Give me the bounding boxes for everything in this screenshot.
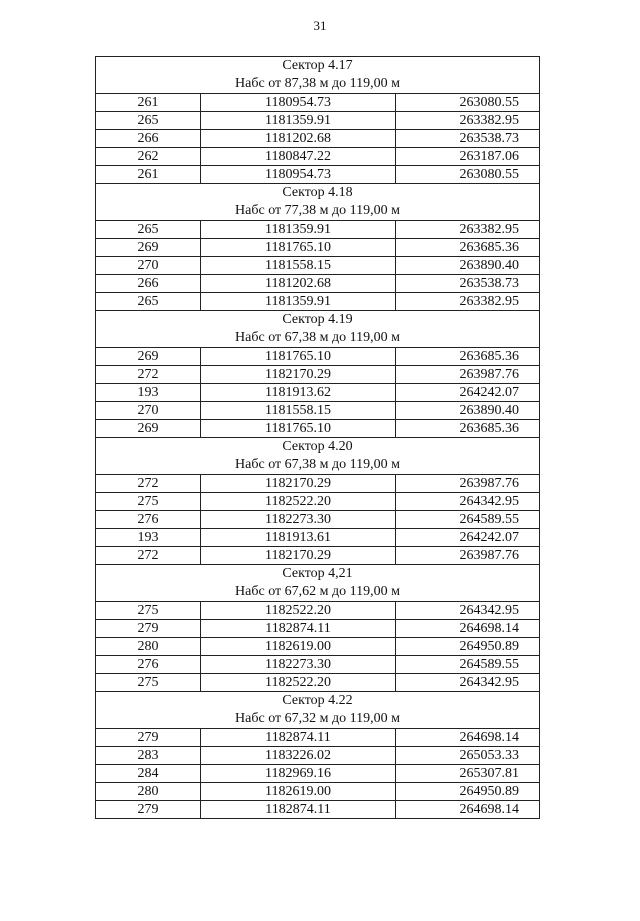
table-row xyxy=(96,765,540,783)
table-row xyxy=(96,620,540,638)
coord-y: 264950.89 xyxy=(396,638,540,656)
coord-y: 264242.07 xyxy=(396,384,540,402)
point-number: 279 xyxy=(96,729,201,747)
point-number: 280 xyxy=(96,783,201,801)
coord-y: 263685.36 xyxy=(396,239,540,257)
sector-title: Сектор 4.22 xyxy=(96,692,540,711)
coord-y: 263987.76 xyxy=(396,547,540,565)
point-number: 284 xyxy=(96,765,201,783)
coord-y: 264950.89 xyxy=(396,783,540,801)
point-number: 276 xyxy=(96,656,201,674)
coord-y: 263685.36 xyxy=(396,348,540,366)
sector-title: Сектор 4.17 xyxy=(96,57,540,76)
coord-y: 263890.40 xyxy=(396,257,540,275)
point-number: 262 xyxy=(96,148,201,166)
table-row xyxy=(96,293,540,311)
sector-height-range: Набс от 67,32 м до 119,00 м xyxy=(96,710,540,729)
table-row xyxy=(96,112,540,130)
sector-height-row xyxy=(96,202,540,221)
point-number: 193 xyxy=(96,384,201,402)
coord-y: 264698.14 xyxy=(396,620,540,638)
coord-x: 1181202.68 xyxy=(201,130,396,148)
coord-y: 263987.76 xyxy=(396,366,540,384)
coord-x: 1182170.29 xyxy=(201,547,396,565)
sector-height-row xyxy=(96,456,540,475)
coord-y: 263187.06 xyxy=(396,148,540,166)
point-number: 275 xyxy=(96,602,201,620)
coord-y: 264242.07 xyxy=(396,529,540,547)
coord-x: 1182273.30 xyxy=(201,511,396,529)
coord-x: 1180954.73 xyxy=(201,94,396,112)
table-row xyxy=(96,638,540,656)
coordinates-table xyxy=(95,56,540,819)
coord-x: 1181359.91 xyxy=(201,112,396,130)
coord-x: 1182619.00 xyxy=(201,783,396,801)
coord-x: 1182522.20 xyxy=(201,674,396,692)
coord-x: 1180954.73 xyxy=(201,166,396,184)
coord-y: 264589.55 xyxy=(396,511,540,529)
coord-y: 265053.33 xyxy=(396,747,540,765)
sector-height-range: Набс от 67,38 м до 119,00 м xyxy=(96,456,540,475)
coord-x: 1182969.16 xyxy=(201,765,396,783)
table-row xyxy=(96,420,540,438)
point-number: 272 xyxy=(96,475,201,493)
table-row xyxy=(96,130,540,148)
sector-title: Сектор 4.18 xyxy=(96,184,540,203)
sector-height-row xyxy=(96,329,540,348)
point-number: 272 xyxy=(96,366,201,384)
table-row xyxy=(96,239,540,257)
table-row xyxy=(96,493,540,511)
sector-title-row xyxy=(96,565,540,584)
table-row xyxy=(96,166,540,184)
coord-x: 1182874.11 xyxy=(201,620,396,638)
coord-x: 1182619.00 xyxy=(201,638,396,656)
coord-y: 264589.55 xyxy=(396,656,540,674)
point-number: 261 xyxy=(96,94,201,112)
coord-y: 263382.95 xyxy=(396,221,540,239)
page-number: 31 xyxy=(313,18,327,33)
table-row xyxy=(96,602,540,620)
coord-x: 1181765.10 xyxy=(201,348,396,366)
point-number: 272 xyxy=(96,547,201,565)
coord-x: 1181558.15 xyxy=(201,402,396,420)
coord-x: 1181359.91 xyxy=(201,293,396,311)
coord-x: 1183226.02 xyxy=(201,747,396,765)
coord-y: 263080.55 xyxy=(396,94,540,112)
coord-y: 263080.55 xyxy=(396,166,540,184)
coord-y: 265307.81 xyxy=(396,765,540,783)
sector-title: Сектор 4,21 xyxy=(96,565,540,584)
point-number: 269 xyxy=(96,420,201,438)
coord-y: 264342.95 xyxy=(396,493,540,511)
point-number: 269 xyxy=(96,348,201,366)
table-row xyxy=(96,547,540,565)
sector-title: Сектор 4.19 xyxy=(96,311,540,330)
table-row xyxy=(96,275,540,293)
coord-y: 263382.95 xyxy=(396,293,540,311)
table-row xyxy=(96,257,540,275)
point-number: 270 xyxy=(96,402,201,420)
point-number: 265 xyxy=(96,221,201,239)
sector-height-row xyxy=(96,710,540,729)
coord-x: 1180847.22 xyxy=(201,148,396,166)
table-row xyxy=(96,729,540,747)
sector-title-row xyxy=(96,184,540,203)
coordinates-table-body xyxy=(96,57,540,819)
point-number: 265 xyxy=(96,293,201,311)
sector-title: Сектор 4.20 xyxy=(96,438,540,457)
table-row xyxy=(96,529,540,547)
sector-height-range: Набс от 67,38 м до 119,00 м xyxy=(96,329,540,348)
sector-title-row xyxy=(96,438,540,457)
coord-y: 264698.14 xyxy=(396,801,540,819)
coord-x: 1182273.30 xyxy=(201,656,396,674)
coord-x: 1181359.91 xyxy=(201,221,396,239)
coord-y: 264342.95 xyxy=(396,602,540,620)
table-row xyxy=(96,94,540,112)
coord-x: 1182522.20 xyxy=(201,602,396,620)
point-number: 269 xyxy=(96,239,201,257)
coord-y: 263382.95 xyxy=(396,112,540,130)
sector-title-row xyxy=(96,311,540,330)
table-row xyxy=(96,747,540,765)
point-number: 283 xyxy=(96,747,201,765)
point-number: 270 xyxy=(96,257,201,275)
table-row xyxy=(96,475,540,493)
sector-height-row xyxy=(96,75,540,94)
coord-x: 1181765.10 xyxy=(201,420,396,438)
table-row xyxy=(96,348,540,366)
coord-y: 264698.14 xyxy=(396,729,540,747)
table-row xyxy=(96,783,540,801)
coord-y: 263538.73 xyxy=(396,275,540,293)
coord-x: 1182874.11 xyxy=(201,801,396,819)
coord-x: 1181202.68 xyxy=(201,275,396,293)
point-number: 279 xyxy=(96,801,201,819)
table-row xyxy=(96,402,540,420)
point-number: 280 xyxy=(96,638,201,656)
coord-y: 264342.95 xyxy=(396,674,540,692)
table-row xyxy=(96,801,540,819)
sector-title-row xyxy=(96,57,540,76)
table-row xyxy=(96,221,540,239)
table-row xyxy=(96,674,540,692)
table-row xyxy=(96,656,540,674)
coord-x: 1181913.62 xyxy=(201,384,396,402)
coord-y: 263890.40 xyxy=(396,402,540,420)
coord-x: 1182170.29 xyxy=(201,366,396,384)
coord-x: 1181913.61 xyxy=(201,529,396,547)
coord-y: 263685.36 xyxy=(396,420,540,438)
coord-x: 1181765.10 xyxy=(201,239,396,257)
sector-height-range: Набс от 77,38 м до 119,00 м xyxy=(96,202,540,221)
point-number: 275 xyxy=(96,493,201,511)
point-number: 266 xyxy=(96,130,201,148)
coord-y: 263538.73 xyxy=(396,130,540,148)
point-number: 266 xyxy=(96,275,201,293)
coord-x: 1182170.29 xyxy=(201,475,396,493)
point-number: 265 xyxy=(96,112,201,130)
point-number: 276 xyxy=(96,511,201,529)
table-row xyxy=(96,384,540,402)
coord-y: 263987.76 xyxy=(396,475,540,493)
table-row xyxy=(96,366,540,384)
coord-x: 1182874.11 xyxy=(201,729,396,747)
coord-x: 1182522.20 xyxy=(201,493,396,511)
point-number: 261 xyxy=(96,166,201,184)
coord-x: 1181558.15 xyxy=(201,257,396,275)
point-number: 193 xyxy=(96,529,201,547)
sector-title-row xyxy=(96,692,540,711)
point-number: 279 xyxy=(96,620,201,638)
table-row xyxy=(96,148,540,166)
sector-height-range: Набс от 67,62 м до 119,00 м xyxy=(96,583,540,602)
sector-height-range: Набс от 87,38 м до 119,00 м xyxy=(96,75,540,94)
table-row xyxy=(96,511,540,529)
point-number: 275 xyxy=(96,674,201,692)
sector-height-row xyxy=(96,583,540,602)
